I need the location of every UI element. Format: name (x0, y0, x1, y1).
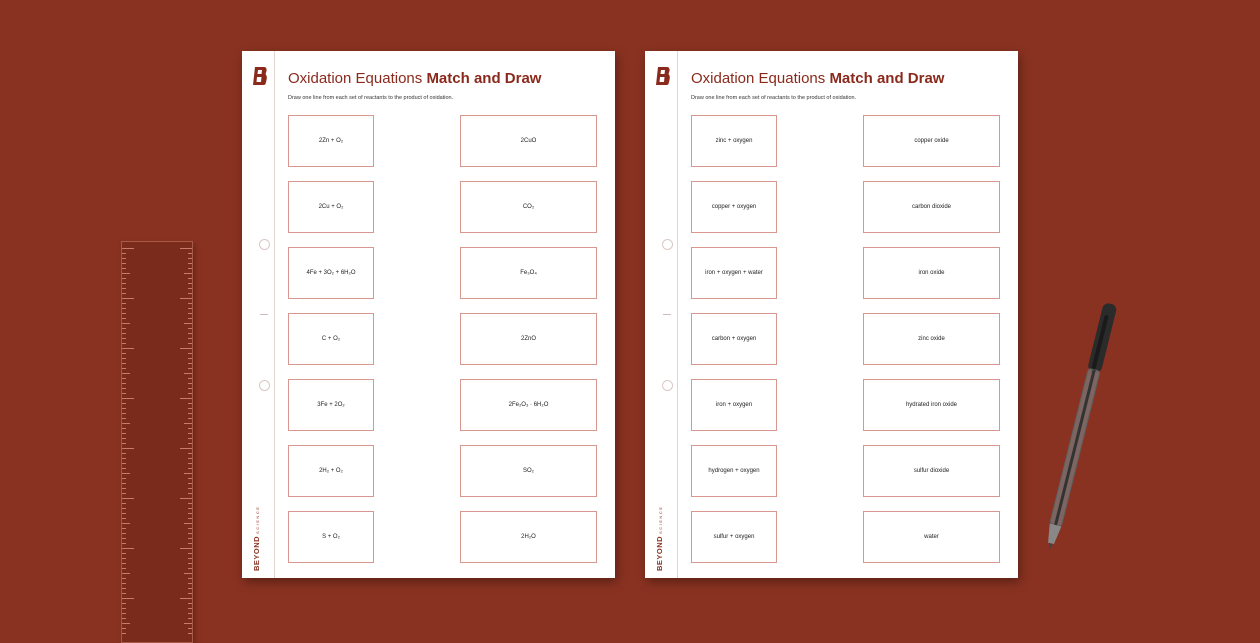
ruler-tick (122, 613, 126, 614)
ruler-tick (122, 468, 126, 469)
ruler-tick (188, 488, 192, 489)
ruler-tick (180, 548, 192, 549)
product-box[interactable]: zinc oxide (863, 313, 1000, 365)
ruler-tick (188, 453, 192, 454)
brand-label: BEYONDSCIENCE (252, 505, 261, 571)
ruler-tick (122, 533, 126, 534)
ruler-tick (122, 253, 126, 254)
ruler-tick (122, 323, 130, 324)
ruler-tick (188, 518, 192, 519)
ruler-tick (188, 308, 192, 309)
ruler-tick (122, 258, 126, 259)
ruler-tick (188, 633, 192, 634)
ruler-tick (188, 343, 192, 344)
ruler-tick (122, 428, 126, 429)
reactant-box[interactable]: 2H₂ + O₂ (288, 445, 374, 497)
ruler-tick (188, 553, 192, 554)
ruler-tick (122, 543, 126, 544)
ruler-tick (188, 253, 192, 254)
product-box[interactable]: iron oxide (863, 247, 1000, 299)
ruler-tick (122, 448, 134, 449)
reactant-box[interactable]: iron + oxygen + water (691, 247, 777, 299)
ruler-tick (188, 338, 192, 339)
ruler-tick (188, 508, 192, 509)
product-box[interactable]: carbon dioxide (863, 181, 1000, 233)
ruler-tick (122, 383, 126, 384)
ruler-tick (188, 618, 192, 619)
ruler-tick (184, 473, 192, 474)
ruler-tick (188, 533, 192, 534)
ruler-tick (122, 358, 126, 359)
ruler-tick (122, 418, 126, 419)
ruler-tick (122, 528, 126, 529)
ruler-tick (122, 443, 126, 444)
ruler-tick (188, 593, 192, 594)
ruler-tick (122, 513, 126, 514)
ruler-tick (188, 433, 192, 434)
ruler-tick (122, 498, 134, 499)
worksheet-title: Oxidation Equations Match and Draw (288, 70, 542, 87)
ruler-tick (122, 303, 126, 304)
ruler-tick (122, 368, 126, 369)
ruler-tick (180, 248, 192, 249)
ruler-tick (122, 318, 126, 319)
ruler-tick (122, 458, 126, 459)
ruler-tick (122, 388, 126, 389)
ruler-tick (122, 338, 126, 339)
ruler-tick (188, 378, 192, 379)
ruler-tick (122, 608, 126, 609)
fold-mark (663, 314, 671, 315)
ruler-tick (122, 548, 134, 549)
ruler-tick (188, 483, 192, 484)
ruler-tick (122, 488, 126, 489)
ruler-tick (122, 603, 126, 604)
ruler-tick (122, 393, 126, 394)
ruler-tick (122, 578, 126, 579)
reactant-box[interactable]: sulfur + oxygen (691, 511, 777, 563)
ruler-tick (188, 293, 192, 294)
fold-mark (260, 314, 268, 315)
ruler-tick (188, 528, 192, 529)
ruler-tick (188, 363, 192, 364)
ruler-tick (188, 288, 192, 289)
ruler-tick (188, 588, 192, 589)
ruler-tick (122, 378, 126, 379)
ruler-tick (122, 493, 126, 494)
ruler-tick (180, 398, 192, 399)
ruler-tick (122, 373, 130, 374)
punch-hole (662, 380, 673, 391)
ruler-tick (188, 438, 192, 439)
ruler-tick (122, 333, 126, 334)
product-box[interactable]: SO₂ (460, 445, 597, 497)
punch-hole (259, 380, 270, 391)
ruler-tick (122, 583, 126, 584)
ruler-tick (188, 383, 192, 384)
reactant-box[interactable]: carbon + oxygen (691, 313, 777, 365)
brand-label: BEYONDSCIENCE (655, 505, 664, 571)
ruler-tick (122, 353, 126, 354)
ruler-tick (188, 358, 192, 359)
ruler-tick (188, 603, 192, 604)
ruler-tick (188, 478, 192, 479)
ruler-tick (122, 573, 130, 574)
instructions: Draw one line from each set of reactants to the product of oxidation. (288, 95, 454, 101)
product-box[interactable]: copper oxide (863, 115, 1000, 167)
product-box[interactable]: Fe₃O₄ (460, 247, 597, 299)
ruler-tick (122, 248, 134, 249)
product-box[interactable]: CO₂ (460, 181, 597, 233)
product-box[interactable]: water (863, 511, 1000, 563)
ruler-tick (188, 608, 192, 609)
ruler-tick (188, 458, 192, 459)
margin-line (274, 51, 275, 578)
ruler-tick (122, 263, 126, 264)
ruler-tick (180, 348, 192, 349)
ruler-tick (180, 448, 192, 449)
ruler-tick (122, 438, 126, 439)
product-box[interactable]: hydrated iron oxide (863, 379, 1000, 431)
instructions: Draw one line from each set of reactants to the product of oxidation. (691, 95, 857, 101)
ruler-tick (122, 283, 126, 284)
ruler-tick (188, 568, 192, 569)
ruler-tick (180, 598, 192, 599)
ruler-tick (122, 623, 130, 624)
reactant-box[interactable]: S + O₂ (288, 511, 374, 563)
ruler-tick (122, 453, 126, 454)
product-box[interactable]: 2Fe₂O₃ · 6H₂O (460, 379, 597, 431)
ruler-tick (180, 298, 192, 299)
product-box[interactable]: 2CuO (460, 115, 597, 167)
ruler-tick (122, 588, 126, 589)
ruler-tick (122, 433, 126, 434)
ruler-tick (184, 423, 192, 424)
ruler-tick (122, 463, 126, 464)
ruler-tick (188, 313, 192, 314)
ruler-tick (122, 408, 126, 409)
ruler-tick (122, 538, 126, 539)
ruler-tick (184, 273, 192, 274)
ruler-tick (188, 333, 192, 334)
ruler-tick (188, 278, 192, 279)
ruler-tick (184, 323, 192, 324)
ruler-tick (122, 478, 126, 479)
ruler-tick (122, 403, 126, 404)
ruler-tick (122, 328, 126, 329)
ruler (121, 241, 193, 643)
ruler-tick (180, 498, 192, 499)
ruler-tick (188, 303, 192, 304)
ruler-tick (188, 258, 192, 259)
ruler-tick (122, 598, 134, 599)
ruler-tick (122, 593, 126, 594)
ruler-tick (122, 313, 126, 314)
ruler-tick (188, 263, 192, 264)
ruler-tick (188, 318, 192, 319)
ruler-tick (122, 503, 126, 504)
reactant-box[interactable]: 2Zn + O₂ (288, 115, 374, 167)
ruler-tick (122, 268, 126, 269)
reactant-box[interactable]: hydrogen + oxygen (691, 445, 777, 497)
ruler-tick (188, 283, 192, 284)
ruler-tick (188, 368, 192, 369)
ruler-tick (122, 293, 126, 294)
ruler-tick (122, 483, 126, 484)
ruler-tick (188, 443, 192, 444)
product-box[interactable]: sulfur dioxide (863, 445, 1000, 497)
ruler-tick (122, 413, 126, 414)
ruler-tick (122, 563, 126, 564)
ruler-tick (122, 348, 134, 349)
ruler-tick (188, 493, 192, 494)
ruler-tick (188, 403, 192, 404)
ruler-tick (184, 623, 192, 624)
ruler-tick (122, 278, 126, 279)
ruler-tick (122, 288, 126, 289)
worksheet-title: Oxidation Equations Match and Draw (691, 70, 945, 87)
ruler-tick (122, 628, 126, 629)
reactant-box[interactable]: C + O₂ (288, 313, 374, 365)
reactant-box[interactable]: 2Cu + O₂ (288, 181, 374, 233)
reactant-box[interactable]: copper + oxygen (691, 181, 777, 233)
ruler-tick (122, 518, 126, 519)
ruler-tick (188, 408, 192, 409)
ruler-tick (188, 613, 192, 614)
product-box[interactable]: 2H₂O (460, 511, 597, 563)
ruler-tick (188, 513, 192, 514)
ruler-tick (122, 308, 126, 309)
ruler-tick (188, 393, 192, 394)
worksheet-symbols (242, 51, 615, 578)
ruler-tick (122, 553, 126, 554)
worksheet-words (645, 51, 1018, 578)
beyond-logo-icon (655, 66, 671, 86)
ruler-tick (122, 618, 126, 619)
ruler-tick (122, 423, 130, 424)
reactant-box[interactable]: 3Fe + 2O₂ (288, 379, 374, 431)
ruler-tick (122, 398, 134, 399)
punch-hole (662, 239, 673, 250)
ruler-tick (188, 418, 192, 419)
beyond-logo-icon (252, 66, 268, 86)
ruler-tick (188, 328, 192, 329)
ruler-tick (188, 538, 192, 539)
punch-hole (259, 239, 270, 250)
ruler-tick (188, 388, 192, 389)
ruler-tick (188, 353, 192, 354)
ruler-tick (188, 268, 192, 269)
ruler-tick (188, 428, 192, 429)
ruler-tick (122, 568, 126, 569)
reactant-box[interactable]: 4Fe + 3O₂ + 6H₂O (288, 247, 374, 299)
ruler-tick (184, 573, 192, 574)
ruler-tick (122, 558, 126, 559)
ruler-tick (188, 558, 192, 559)
ruler-tick (122, 343, 126, 344)
product-box[interactable]: 2ZnO (460, 313, 597, 365)
ruler-tick (188, 578, 192, 579)
ruler-tick (122, 273, 130, 274)
ruler-tick (122, 473, 130, 474)
margin-line (677, 51, 678, 578)
ruler-tick (188, 463, 192, 464)
pen-icon (1040, 292, 1120, 562)
ruler-tick (122, 363, 126, 364)
ruler-tick (122, 298, 134, 299)
ruler-tick (122, 508, 126, 509)
reactant-box[interactable]: zinc + oxygen (691, 115, 777, 167)
ruler-tick (188, 468, 192, 469)
ruler-tick (188, 628, 192, 629)
ruler-tick (188, 413, 192, 414)
ruler-tick (184, 523, 192, 524)
ruler-tick (188, 583, 192, 584)
ruler-tick (122, 633, 126, 634)
ruler-tick (188, 543, 192, 544)
ruler-tick (188, 503, 192, 504)
ruler-tick (122, 523, 130, 524)
ruler-tick (188, 563, 192, 564)
ruler-tick (184, 373, 192, 374)
reactant-box[interactable]: iron + oxygen (691, 379, 777, 431)
